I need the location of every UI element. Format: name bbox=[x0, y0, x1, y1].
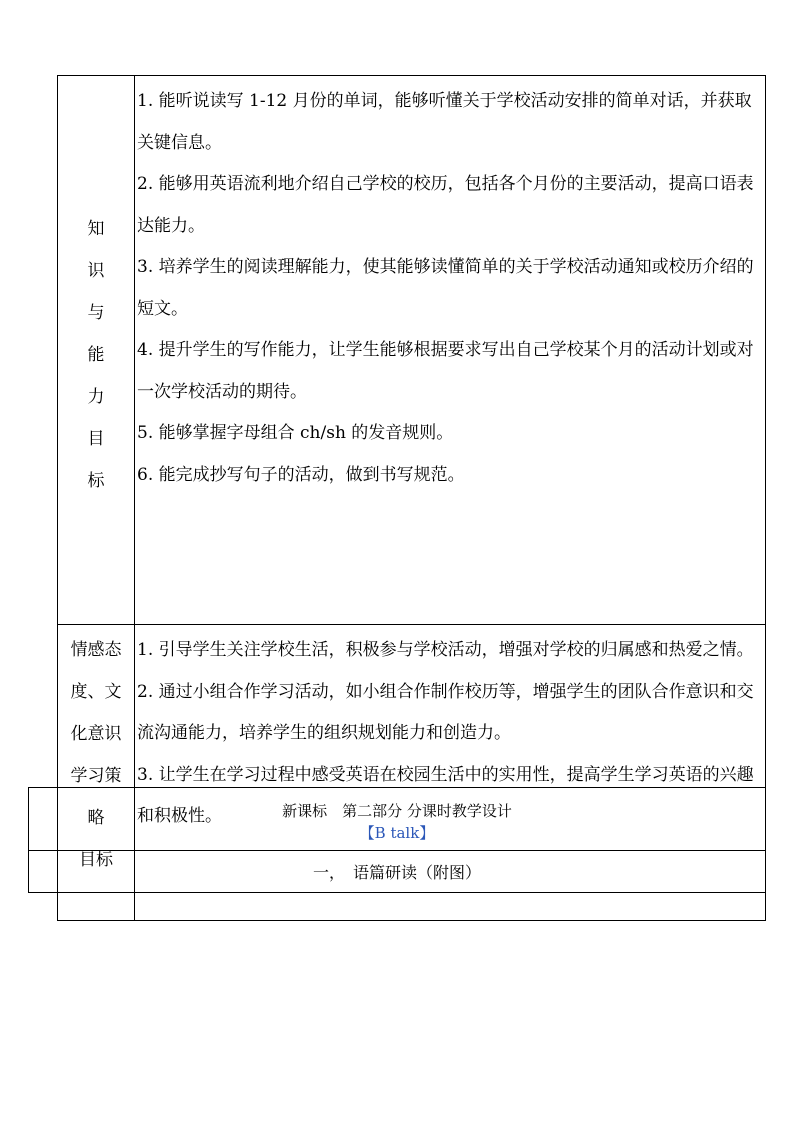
design-header-row bbox=[29, 788, 766, 851]
section-title: 一， 语篇研读（附图） bbox=[29, 851, 766, 893]
section-row bbox=[29, 851, 766, 893]
knowledge-item: 5. 能够掌握字母组合 ch/sh 的发音规则。 bbox=[137, 423, 454, 443]
emotion-label: 情感态 度、文 化意识 学习策 略 目标 bbox=[58, 625, 135, 921]
design-title: 新课标 第二部分 分课时教学设计 bbox=[282, 802, 512, 820]
emotion-item: 2. 通过小组合作学习活动，如小组合作制作校历等，增强学生的团队合作意识和交流沟通能力，培养学生的组织规划能力和创造力。 bbox=[137, 681, 754, 743]
knowledge-item: 3. 培养学生的阅读理解能力，使其能够读懂简单的关于学校活动通知或校历介绍的短文。 bbox=[137, 257, 754, 319]
design-header bbox=[29, 788, 766, 851]
knowledge-item: 2. 能够用英语流利地介绍自己学校的校历，包括各个月份的主要活动，提高口语表达能力。 bbox=[137, 174, 754, 236]
emotion-item: 1. 引导学生关注学校生活，积极参与学校活动，增强对学校的归属感和热爱之情。 bbox=[137, 640, 754, 660]
knowledge-row bbox=[58, 76, 766, 625]
design-subtitle: 【B talk】 bbox=[359, 824, 435, 842]
emotion-item: 3. 让学生在学习过程中感受英语在校园生活中的实用性，提高学生学习英语的兴趣和积极性。 bbox=[137, 764, 754, 826]
knowledge-label: 知 识 与 能 力 目 标 bbox=[58, 76, 135, 625]
design-table bbox=[28, 787, 766, 893]
knowledge-content bbox=[135, 76, 766, 625]
knowledge-item: 1. 能听说读写 1-12 月份的单词，能够听懂关于学校活动安排的简单对话，并获取关键信息。 bbox=[137, 91, 752, 153]
knowledge-item: 4. 提升学生的写作能力，让学生能够根据要求写出自己学校某个月的活动计划或对一次学校活动的期待。 bbox=[137, 340, 754, 402]
knowledge-item: 6. 能完成抄写句子的活动，做到书写规范。 bbox=[137, 464, 465, 485]
